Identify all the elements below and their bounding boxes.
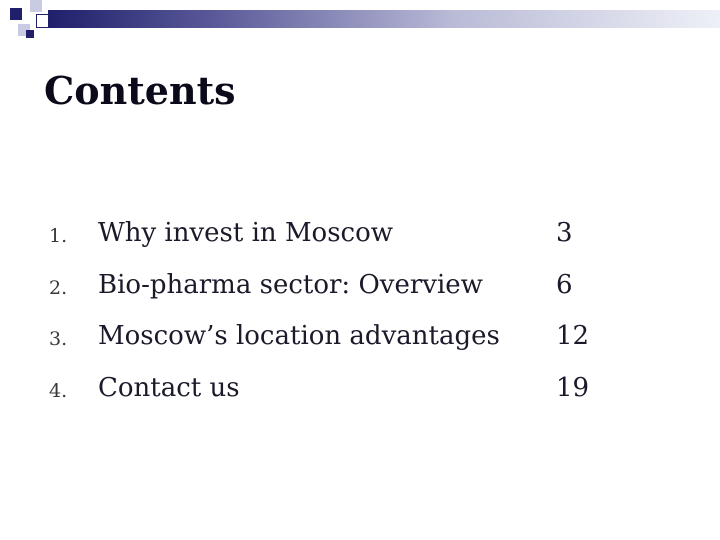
header-gradient-bar: [48, 10, 720, 28]
toc-item-number: 3.: [49, 328, 68, 350]
decor-square-dark: [10, 8, 22, 20]
toc-item-page: 6: [556, 269, 573, 300]
toc-item-label: Why invest in Moscow: [98, 218, 394, 248]
toc-item-label: Bio-pharma sector: Overview: [98, 269, 483, 300]
page-title: Contents: [44, 68, 236, 113]
header-decoration: [0, 0, 720, 60]
table-of-contents: [0, 214, 720, 420]
toc-item-label: Moscow’s location advantages: [98, 321, 500, 351]
toc-item-label: Contact us: [98, 372, 240, 403]
toc-item-number: 2.: [49, 276, 68, 299]
toc-item: [0, 369, 720, 421]
toc-item: [0, 317, 720, 369]
decor-square-dark: [26, 30, 34, 38]
toc-item-page: 12: [556, 321, 590, 351]
decor-square-light: [30, 0, 42, 12]
toc-item-number: 1.: [49, 225, 68, 247]
toc-item-page: 3: [556, 218, 573, 248]
toc-item-page: 19: [556, 372, 590, 403]
toc-item: [0, 214, 720, 266]
toc-item-number: 4.: [49, 379, 68, 402]
toc-item: [0, 266, 720, 318]
